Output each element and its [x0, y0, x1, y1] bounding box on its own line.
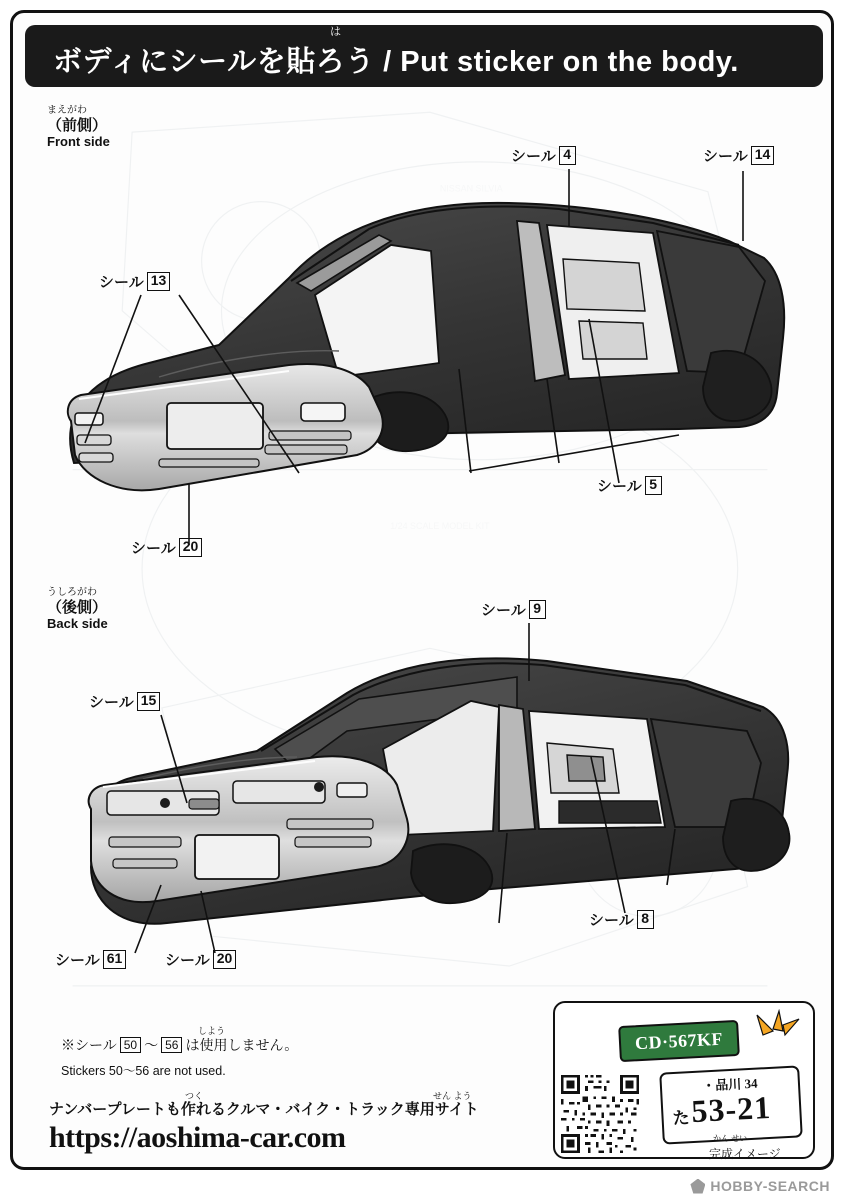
sheet-frame — [10, 10, 834, 1170]
banner-url[interactable]: https://aoshima-car.com — [49, 1121, 346, 1154]
hobby-search-watermark — [690, 1178, 830, 1194]
callout-label: シール — [511, 148, 556, 165]
page-title: ボディにシールを貼ろう / Put sticker on the body. — [53, 46, 739, 78]
starburst-icon — [753, 1009, 807, 1057]
plate-number: 53-21 — [690, 1088, 772, 1130]
banner-japanese-text: ナンバープレートも作れるクルマ・バイク・トラック専用サイト — [49, 1101, 479, 1118]
front-side-en: Front side — [47, 133, 110, 149]
callout-sticker-13 — [99, 271, 170, 292]
callout-label: シール — [481, 602, 526, 619]
front-side-jp: （前側） — [47, 116, 108, 134]
callout-label: シール — [55, 952, 100, 969]
svg-text:NISSAN SILVIA: NISSAN SILVIA — [439, 183, 503, 194]
front-side-label — [47, 105, 110, 150]
note-jp-suffix: は使用しません。 — [185, 1037, 299, 1053]
callout-sticker-20-front — [131, 537, 202, 558]
back-side-jp: （後側） — [47, 598, 108, 616]
hobby-search-logo-icon — [690, 1179, 705, 1194]
plate-caption: 完成イメージ — [709, 1147, 781, 1161]
note-jp-prefix: ※シール — [61, 1037, 117, 1053]
plate-kana: た — [672, 1108, 691, 1129]
plate-region-text: ・品川 34 — [701, 1075, 758, 1094]
callout-number: 8 — [637, 910, 654, 928]
note-num-from: 50 — [120, 1037, 141, 1053]
callout-sticker-14 — [703, 145, 774, 166]
note-english: Stickers 50～56 are not used. — [61, 1064, 226, 1078]
callout-sticker-5 — [597, 475, 662, 496]
callout-number: 9 — [529, 600, 546, 618]
front-side-furigana: まえがわ — [47, 105, 87, 116]
callout-label: シール — [165, 952, 210, 969]
banner-furigana-tsuku: つく — [185, 1091, 204, 1101]
callout-sticker-8 — [589, 909, 654, 930]
note-tilde: ～ — [144, 1037, 159, 1053]
callout-sticker-61 — [55, 949, 126, 970]
back-side-furigana: うしろがわ — [47, 587, 97, 598]
callout-number: 20 — [213, 950, 237, 968]
plate-caption-furigana: かん せい — [713, 1134, 748, 1143]
callout-number: 61 — [103, 950, 127, 968]
note-japanese — [61, 1035, 298, 1055]
callout-number: 20 — [179, 538, 203, 556]
front-side-car-illustration — [39, 163, 799, 553]
footer-watermark-bar — [0, 1172, 844, 1200]
callout-sticker-9 — [481, 599, 546, 620]
back-side-car-illustration — [47, 623, 807, 1003]
back-side-en: Back side — [47, 615, 108, 631]
callout-sticker-4 — [511, 145, 576, 166]
back-side-label — [47, 587, 108, 632]
svg-text:1/24 SCALE MODEL KIT: 1/24 SCALE MODEL KIT — [390, 521, 490, 532]
callout-number: 5 — [645, 476, 662, 494]
callout-label: シール — [597, 478, 642, 495]
header-furigana: は — [330, 26, 341, 38]
callout-label: シール — [589, 912, 634, 929]
callout-label: シール — [131, 540, 176, 557]
callout-label: シール — [99, 274, 144, 291]
page-header — [25, 25, 823, 87]
website-banner[interactable] — [49, 1098, 519, 1155]
banner-furigana-senyou: せん よう — [433, 1091, 472, 1101]
green-license-plate: CD·567KF — [618, 1020, 740, 1062]
callout-label: シール — [89, 694, 134, 711]
note-furigana: しよう — [198, 1026, 226, 1036]
callout-sticker-20-back — [165, 949, 236, 970]
callout-number: 14 — [751, 146, 775, 164]
note-num-to: 56 — [161, 1037, 182, 1053]
callout-number: 4 — [559, 146, 576, 164]
qr-code[interactable] — [561, 1075, 639, 1153]
callout-label: シール — [703, 148, 748, 165]
callout-number: 15 — [137, 692, 161, 710]
callout-number: 13 — [147, 272, 171, 290]
callout-sticker-15 — [89, 691, 160, 712]
hobby-search-text: HOBBY-SEARCH — [710, 1178, 830, 1194]
